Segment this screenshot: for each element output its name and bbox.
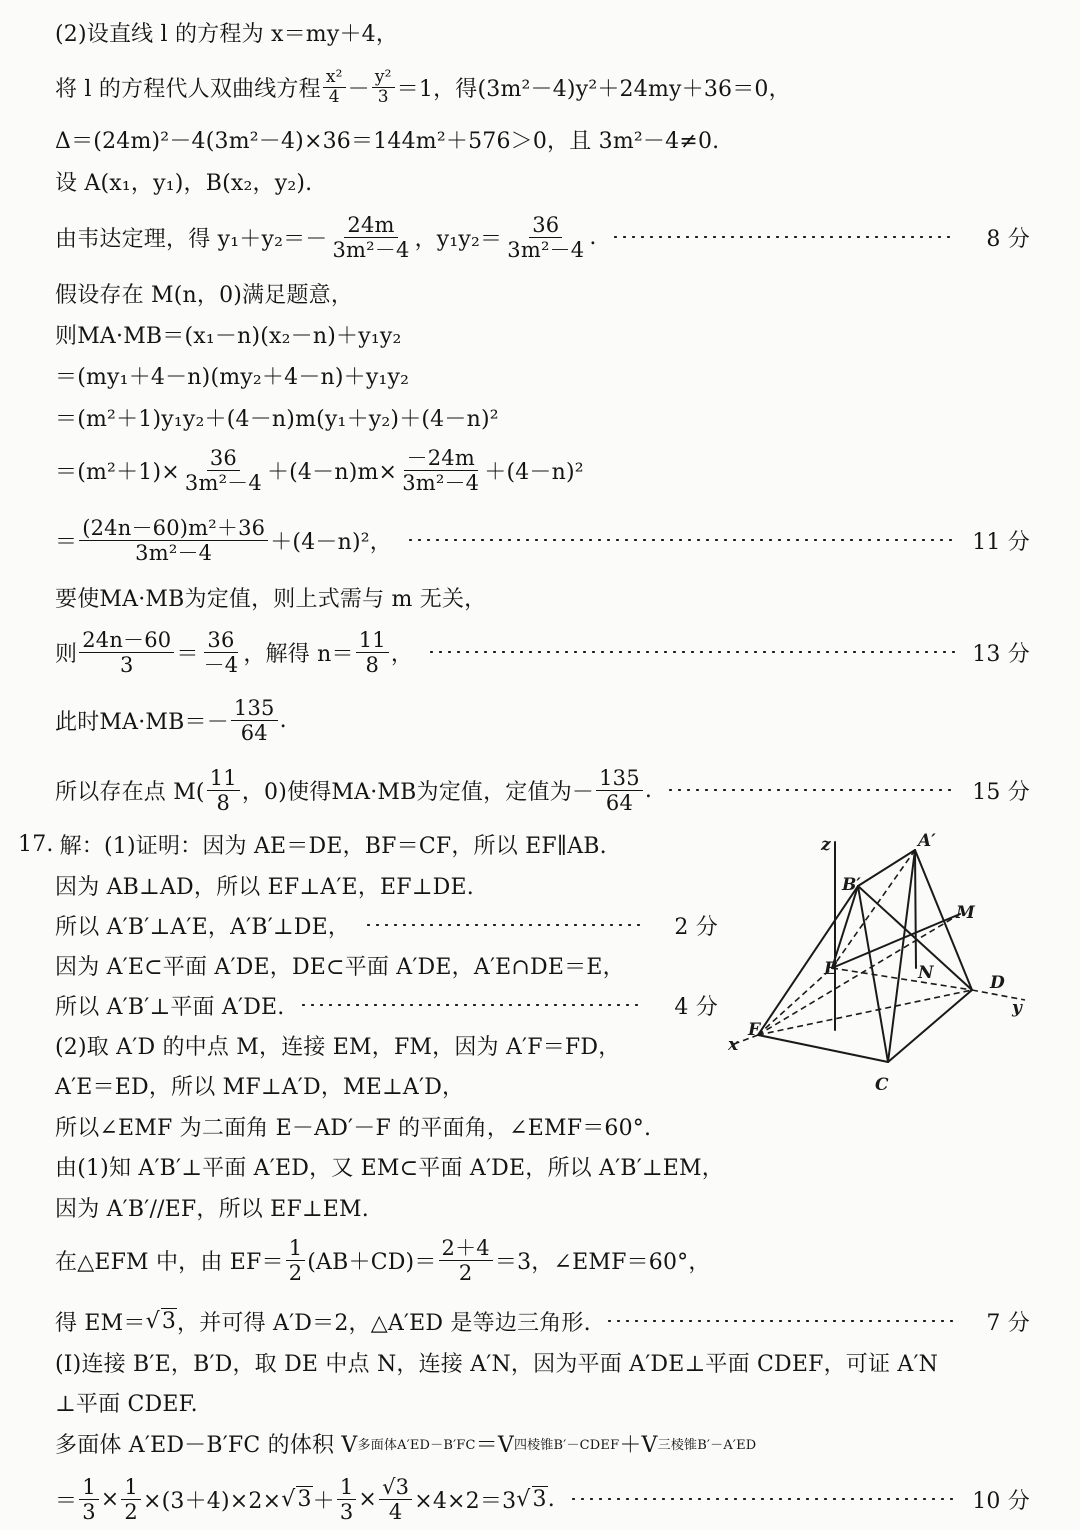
vol-sub-2: 四棱锥B′－CDEF (513, 1437, 620, 1453)
dotted-leader (666, 789, 956, 791)
label-A: A′ (918, 831, 936, 851)
constant-requirement-text: 要使MA·MB为定值，则上式需与 m 无关， (55, 586, 487, 612)
label-x: x (728, 1035, 739, 1055)
problem-17-text-10: 因为 A′B′//EF，所以 EF⊥EM. (55, 1196, 369, 1222)
sqrt-sign: √ (145, 1308, 160, 1334)
sqrt-sign: √ (281, 1486, 296, 1512)
sqrt-3: 3 (532, 1487, 547, 1512)
part2-line-setup (55, 3, 1030, 61)
edge-B-F (758, 886, 858, 1035)
problem-17-text-7: A′E＝ED，所以 MF⊥A′D，ME⊥A′D， (55, 1074, 465, 1100)
problem-number: 17. (18, 831, 54, 857)
vol-plus: ＋V (619, 1432, 658, 1458)
edge-A-C (888, 850, 915, 1062)
volume-line (55, 1414, 1030, 1472)
substitution-text: 将 l 的方程代人双曲线方程 (55, 76, 321, 102)
constant-requirement-line (55, 568, 1030, 626)
dot4-a: ＝(m²＋1)× (55, 459, 180, 485)
fraction-y2-over-3: $\frac{\text{y²}}{3}$ (372, 68, 395, 107)
dotted-leader (427, 651, 956, 653)
now-a: 此时MA·MB＝－ (55, 709, 229, 735)
problem-17-text-8: 所以∠EMF 为二面角 E－AD′－F 的平面角，∠EMF＝60°. (55, 1115, 652, 1141)
problem-17-text-3: 所以 A′B′⊥A′E，A′B′⊥DE， (55, 914, 351, 940)
edge-C-D (888, 990, 972, 1062)
fraction-24n-60-over-3: $\frac{24n-60}{3}$ (79, 628, 174, 677)
quadratic-result: ＝1，得(3m²－4)y²＋24my＋36＝0， (396, 76, 791, 102)
sqrt-sign: √ (516, 1486, 531, 1512)
vieta-mid: ，y₁y₂＝ (414, 226, 503, 252)
problem-17-text-14: (Ⅰ)连接 B′E，B′D，取 DE 中点 N，连接 A′N，因为平面 A′DE⊥平面 CDEF，可证 A′N (55, 1351, 939, 1377)
score-8: 8 分 (986, 226, 1030, 252)
fin-plus: ＋ (312, 1488, 335, 1514)
vieta-line (55, 205, 1030, 269)
label-N: N (918, 963, 934, 983)
solve-b: ，解得 n＝ (243, 641, 354, 667)
fraction-1-over-3: $\frac{1}{3}$ (79, 1475, 99, 1524)
problem-17-text-6: (2)取 A′D 的中点 M，连接 EM，FM，因为 A′F＝FD， (55, 1034, 621, 1060)
label-E: E (824, 959, 837, 979)
vieta-text: 由韦达定理，得 y₁＋y₂＝－ (55, 226, 328, 252)
polyhedron-figure (720, 830, 1040, 1095)
set-points-line (55, 152, 1030, 210)
fin-x: × (358, 1486, 378, 1512)
fin-eq: ＝ (55, 1488, 78, 1514)
sqrt-3: 3 (161, 1309, 177, 1334)
score-10: 10 分 (972, 1488, 1030, 1514)
vol-sub-3: 三棱锥B′－A′ED (657, 1437, 757, 1453)
vol-a: 多面体 A′ED－B′FC 的体积 V (55, 1432, 358, 1458)
score-2: 2 分 (674, 914, 718, 940)
fin-b: ×(3＋4)×2× (142, 1488, 282, 1514)
dotted-leader (611, 236, 956, 238)
dot4-c: ＋(4－n)² (484, 459, 584, 485)
dot5-a: ＝ (55, 529, 78, 555)
label-z: z (821, 835, 831, 855)
dotted-leader (364, 924, 644, 926)
delta-text: Δ＝(24m)²－4(3m²－4)×36＝144m²＋576＞0，且 3m²－4≠0. (55, 128, 720, 154)
score-4: 4 分 (674, 994, 718, 1020)
tri-a: 在△EFM 中，由 EF＝ (55, 1249, 284, 1275)
fraction-product: $\frac{36}{\text{3m²－4}}$ (507, 212, 585, 262)
score-7: 7 分 (986, 1310, 1030, 1336)
fraction-11-over-8: $\frac{11}{8}$ (356, 628, 389, 677)
score-15: 15 分 (972, 779, 1030, 805)
dot-product-text-2: ＝(my₁＋4－n)(my₂＋4－n)＋y₁y₂ (55, 364, 410, 390)
dot4-b: ＋(4－n)m× (266, 459, 398, 485)
em-b: ，并可得 A′D＝2，△A′ED 是等边三角形. (177, 1310, 591, 1336)
final-volume-line (55, 1468, 1030, 1530)
concl-c: . (644, 777, 653, 803)
problem-17-text-1: 解：(1)证明：因为 AE＝DE，BF＝CF，所以 EF∥AB. (59, 833, 607, 859)
score-13: 13 分 (972, 641, 1030, 667)
fraction-36: $\frac{36}{\text{3m²－4}}$ (184, 445, 262, 495)
dotted-leader (406, 539, 956, 541)
edge-F-C (758, 1035, 888, 1062)
fraction-1-over-3: $\frac{1}{3}$ (337, 1475, 357, 1524)
problem-17-text-15: ⊥平面 CDEF. (55, 1391, 198, 1417)
triangle-line (55, 1228, 1030, 1292)
edge-A-N (915, 850, 916, 968)
fin-c: ×4×2＝3 (414, 1488, 517, 1514)
problem-17-text-2: 因为 AB⊥AD，所以 EF⊥A′E，EF⊥DE. (55, 874, 474, 900)
sqrt-3: 3 (297, 1487, 312, 1512)
dashed-F-E (758, 968, 832, 1035)
dot5-b: ＋(4－n)²， (270, 529, 392, 555)
now-b: . (279, 707, 287, 733)
concl-b: ，0)使得MA·MB为定值，定值为－ (241, 779, 595, 805)
solve-a: 则 (55, 641, 78, 667)
part2-setup-text: (2)设直线 l 的方程为 x＝my＋4， (55, 21, 399, 47)
em-a: 得 EM＝ (55, 1310, 146, 1336)
fraction-135-over-64: $\frac{135}{64}$ (231, 696, 278, 745)
score-11: 11 分 (972, 529, 1030, 555)
fraction-135-over-64: $\frac{135}{64}$ (596, 766, 643, 815)
conclusion-line (55, 758, 1030, 822)
problem-17-text-5: 所以 A′B′⊥平面 A′DE. (55, 994, 285, 1020)
vieta-end: . (589, 224, 597, 250)
label-y: y (1012, 998, 1022, 1018)
solve-c: ， (390, 641, 414, 667)
dashed-F-D (758, 990, 972, 1035)
dot-product-line-5 (55, 508, 1030, 572)
tri-c: ＝3，∠EMF＝60°， (494, 1249, 711, 1275)
fraction-neg24m: $\frac{-24m}{\text{3m²－4}}$ (402, 445, 480, 495)
problem-17-text-9: 由(1)知 A′B′⊥平面 A′ED，又 EM⊂平面 A′DE，所以 A′B′⊥EM， (55, 1155, 724, 1181)
tri-b: (AB＋CD)＝ (307, 1249, 437, 1275)
vol-eq: ＝V (475, 1432, 514, 1458)
label-D: D (990, 973, 1005, 993)
fraction-x2-over-4: $\frac{\text{x²}}{4}$ (323, 68, 346, 107)
edge-A-B (858, 850, 915, 886)
concl-a: 所以存在点 M( (55, 779, 205, 805)
dot-product-text-1: 则MA·MB＝(x₁－n)(x₂－n)＋y₁y₂ (55, 323, 402, 349)
dotted-leader (605, 1320, 956, 1322)
solve-eq: ＝ (176, 641, 199, 667)
assume-M-text: 假设存在 M(n，0)满足题意， (55, 282, 354, 308)
fraction-sqrt3-over-4: $\frac{√3}{4}$ (379, 1475, 412, 1524)
fraction-1-over-2: $\frac{1}{2}$ (121, 1475, 141, 1524)
fraction-combined: $\frac{\text{(24n－60)m²＋36}}{\text{3m²－4}}$ (79, 516, 268, 565)
label-B: B′ (842, 875, 861, 895)
fraction-11-over-8: $\frac{11}{8}$ (207, 766, 240, 815)
fin-dot: . (547, 1486, 555, 1512)
fraction-1-over-2: $\frac{1}{2}$ (286, 1236, 306, 1285)
minus-sign: － (347, 76, 370, 102)
fraction-2plus4-over-2: $\frac{2+4}{2}$ (439, 1236, 493, 1285)
vol-sub-1: 多面体A′ED－B′FC (357, 1437, 476, 1453)
fraction-36-over-neg4: $\frac{36}{-4}$ (203, 627, 239, 677)
label-C: C (875, 1075, 889, 1095)
problem-17-text-4: 因为 A′E⊂平面 A′DE，DE⊂平面 A′DE，A′E∩DE＝E， (55, 954, 625, 980)
dotted-leader (299, 1004, 645, 1006)
dotted-leader (569, 1498, 956, 1500)
value-line (55, 688, 1030, 752)
fin-x: × (100, 1486, 120, 1512)
dot-product-line-4 (55, 438, 1030, 502)
solve-n-line (55, 620, 1030, 684)
label-M: M (956, 903, 975, 923)
label-F: F (748, 1020, 761, 1040)
set-points-text: 设 A(x₁，y₁)，B(x₂，y₂). (55, 170, 313, 196)
fraction-sum: $\frac{24m}{\text{3m²－4}}$ (332, 212, 410, 262)
dot-product-text-3: ＝(m²＋1)y₁y₂＋(4－n)m(y₁＋y₂)＋(4－n)² (55, 406, 499, 432)
